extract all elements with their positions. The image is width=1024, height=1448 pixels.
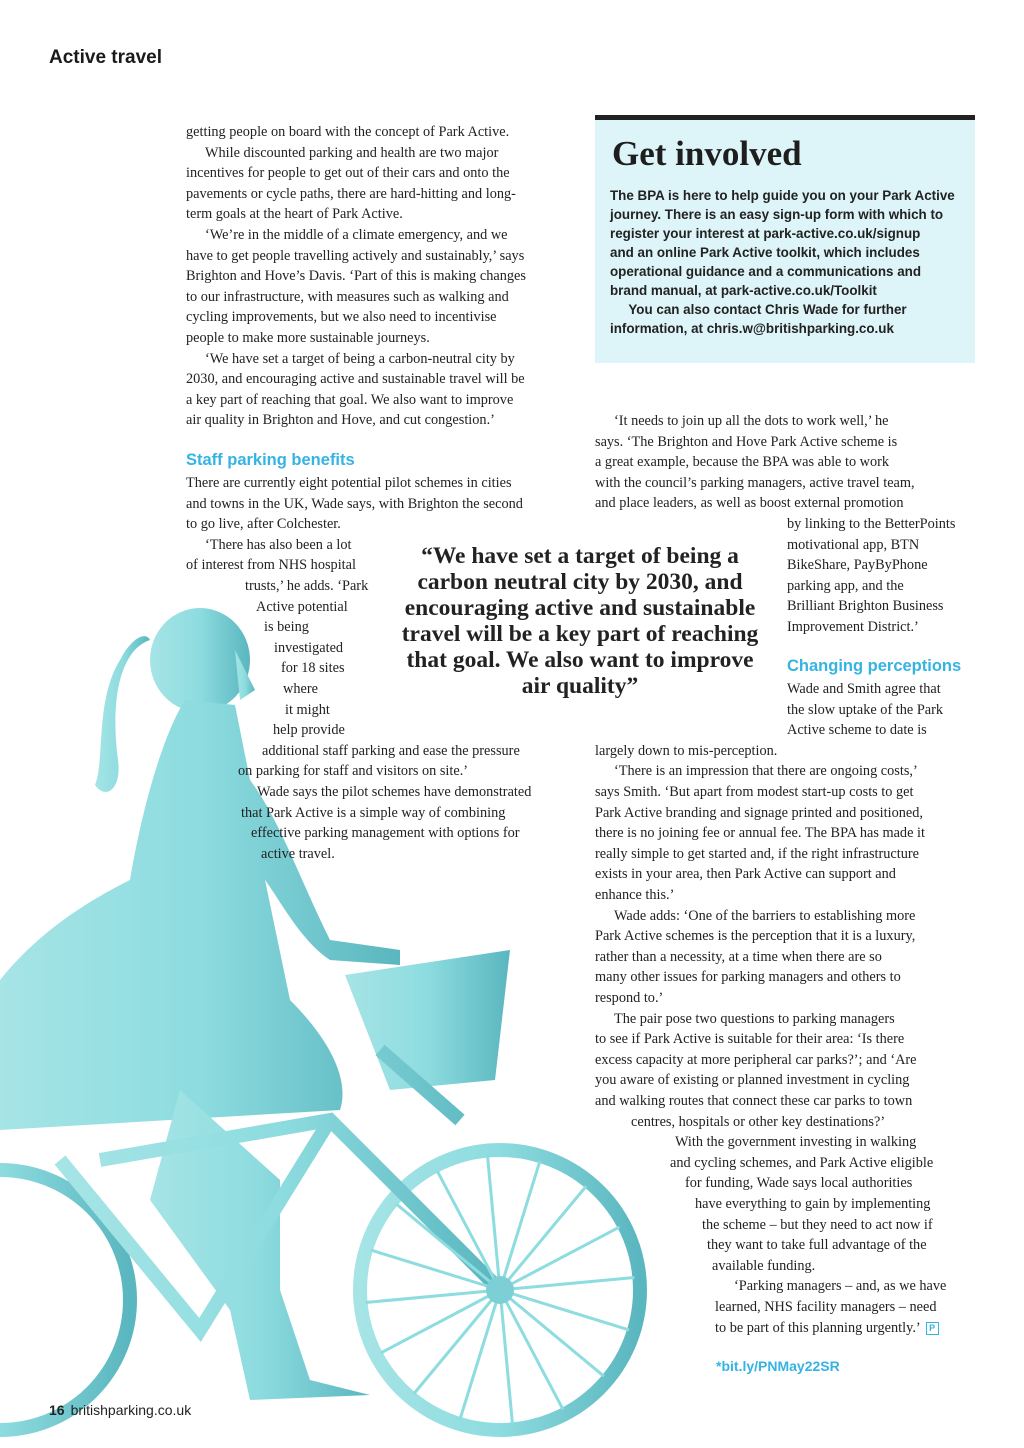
text-line: largely down to mis-perception. <box>595 742 778 759</box>
text-line: centres, hospitals or other key destinations?’ <box>631 1113 886 1130</box>
get-involved-line <box>610 264 921 279</box>
text-line: Wade and Smith agree that <box>787 681 941 697</box>
heading-changing-perceptions: Changing perceptions <box>787 657 962 675</box>
text-line: ‘Parking managers – and, as we have <box>734 1278 947 1295</box>
text-line: many other issues for parking managers and others to <box>595 969 901 986</box>
section-label: Active travel <box>49 47 163 68</box>
text-line: pavements or cycle paths, there are hard-hitting and long- <box>186 185 516 202</box>
text-line: that Park Active is a simple way of combining <box>241 804 506 821</box>
end-mark-icon: P <box>926 1322 939 1335</box>
text-line: it might <box>285 701 330 718</box>
text: brand manual, at <box>610 283 721 298</box>
get-involved-line <box>610 283 877 298</box>
text-line: There are currently eight potential pilot schemes in cities <box>186 475 512 491</box>
text-line: Wade adds: ‘One of the barriers to establishing more <box>614 907 916 924</box>
text-line: and place leaders, as well as boost external promotion <box>595 495 904 512</box>
get-involved-line <box>610 226 920 241</box>
text-line: there is no joining fee or annual fee. The BPA has made it <box>595 825 925 842</box>
text-line: enhance this.’ <box>595 887 675 903</box>
text-line: BikeShare, PayByPhone <box>787 557 928 574</box>
text: The BPA is here to help guide you on your Park Active <box>610 188 955 203</box>
text-line: Brilliant Brighton Business <box>787 598 944 615</box>
text-line: Improvement District.’ <box>787 619 919 635</box>
text-line: with the council’s parking managers, active travel team, <box>595 474 915 491</box>
text-line: active travel. <box>261 845 335 862</box>
text-line: getting people on board with the concept of Park Active. <box>186 124 510 140</box>
wheel-spoke <box>500 1186 586 1290</box>
text-line: rather than a necessity, at a time when there are so <box>595 948 882 965</box>
text-line: available funding. <box>712 1257 816 1274</box>
page-number: 16 <box>49 1402 65 1418</box>
text-line: excess capacity at more peripheral car parks?’; and ‘Are <box>595 1051 917 1068</box>
text-line: to our infrastructure, with measures such as walking and <box>186 288 509 305</box>
footer-site: britishparking.co.uk <box>70 1402 192 1418</box>
text-line: have to get people travelling actively and sustainably,’ says <box>186 247 525 264</box>
text-line: Park Active branding and signage printed and positioned, <box>595 804 923 821</box>
text-line: Active potential <box>256 598 348 615</box>
link-text[interactable]: park-active.co.uk/signup <box>763 226 921 241</box>
heading-staff-parking-benefits: Staff parking benefits <box>186 451 355 469</box>
text-line: where <box>283 681 318 697</box>
text-line: respond to.’ <box>595 990 664 1006</box>
source-link[interactable]: *bit.ly/PNMay22SR <box>716 1358 840 1374</box>
text-line: ‘We’re in the middle of a climate emergency, and we <box>205 227 508 243</box>
text-line: they want to take full advantage of the <box>707 1237 927 1254</box>
text-line: help provide <box>273 722 345 739</box>
text-line: motivational app, BTN <box>787 536 920 553</box>
text-line: you aware of existing or planned investment in cycling <box>595 1072 910 1089</box>
text-line: a key part of reaching that goal. We also want to improve <box>186 391 514 408</box>
text-line: have everything to gain by implementing <box>695 1196 931 1212</box>
text-line: and cycling schemes, and Park Active eligible <box>670 1154 934 1171</box>
text-line: says. ‘The Brighton and Hove Park Active scheme is <box>595 433 898 450</box>
link-text[interactable]: chris.w@britishparking.co.uk <box>706 321 894 336</box>
footer <box>49 1402 191 1418</box>
text-line: to see if Park Active is suitable for their area: ‘Is there <box>595 1031 905 1048</box>
text-line: 2030, and encouraging active and sustainable travel will be <box>186 371 525 388</box>
text-line: really simple to get started and, if the right infrastructure <box>595 845 919 862</box>
text-line: of interest from NHS hospital <box>186 557 356 574</box>
text-line: and towns in the UK, Wade says, with Brighton the second <box>186 495 523 512</box>
text: and an online Park Active toolkit, which includes <box>610 245 920 260</box>
get-involved-line <box>610 245 920 260</box>
text-line: The pair pose two questions to parking managers <box>614 1010 895 1027</box>
text-line: the slow uptake of the Park <box>787 701 944 718</box>
text-line: on parking for staff and visitors on site.’ <box>238 763 469 780</box>
wheel-spoke <box>414 1290 500 1394</box>
text: You can also contact Chris Wade for further <box>610 302 907 317</box>
text-line: the scheme – but they need to act now if <box>702 1216 933 1233</box>
text-line: ‘We have set a target of being a carbon-neutral city by <box>205 350 515 367</box>
text-line: parking app, and the <box>787 577 904 594</box>
text-line: Brighton and Hove’s Davis. ‘Part of this is making changes <box>186 268 526 285</box>
get-involved-title: Get involved <box>612 134 802 173</box>
text-line: for 18 sites <box>281 660 345 677</box>
text-line: learned, NHS facility managers – need <box>715 1299 937 1315</box>
text-line: Park Active schemes is the perception that it is a luxury, <box>595 928 916 945</box>
text-line: by linking to the BetterPoints <box>787 516 956 532</box>
text-line: effective parking management with options for <box>251 825 520 842</box>
text-line: incentives for people to get out of their cars and onto the <box>186 165 510 182</box>
text: operational guidance and a communications and <box>610 264 922 279</box>
get-involved-box <box>595 115 975 363</box>
text-line: to be part of this planning urgently.’ P <box>715 1318 939 1338</box>
text-line: Active scheme to date is <box>787 722 927 739</box>
wheel-spoke <box>500 1290 604 1376</box>
text-line: ‘It needs to join up all the dots to work well,’ he <box>614 413 889 429</box>
get-involved-line <box>610 207 943 222</box>
text-line: says Smith. ‘But apart from modest start-up costs to get <box>595 784 914 800</box>
text-line: to go live, after Colchester. <box>186 516 341 533</box>
wheel-spoke <box>396 1204 500 1290</box>
text-line: With the government investing in walking <box>675 1134 917 1151</box>
text-line: term goals at the heart of Park Active. <box>186 206 403 223</box>
link-text[interactable]: park-active.co.uk/Toolkit <box>720 283 877 298</box>
get-involved-line <box>610 302 907 317</box>
text-line: additional staff parking and ease the pressure <box>262 742 520 759</box>
text-line: ‘There has also been a lot <box>205 536 352 553</box>
text-line: is being <box>264 619 309 636</box>
text-line: people to make more sustainable journeys. <box>186 330 430 346</box>
text-line: a great example, because the BPA was able to work <box>595 454 890 471</box>
text: register your interest at <box>610 226 764 241</box>
get-involved-line <box>610 321 894 336</box>
text-line: cycling improvements, but we also need to incentivise <box>186 309 497 326</box>
text-line: air quality in Brighton and Hove, and cut congestion.’ <box>186 412 495 429</box>
text: journey. There is an easy sign-up form with which to <box>610 207 944 222</box>
text-line: investigated <box>274 639 344 656</box>
text-line: exists in your area, then Park Active can support and <box>595 866 896 883</box>
text-line: Wade says the pilot schemes have demonstrated <box>257 784 532 800</box>
text-line: While discounted parking and health are two major <box>205 144 499 161</box>
get-involved-line <box>610 188 955 203</box>
text-line: and walking routes that connect these car parks to town <box>595 1093 913 1109</box>
text-line: trusts,’ he adds. ‘Park <box>245 578 369 594</box>
pull-quote: “We have set a target of being a carbon neutral city by 2030, and encouraging active and sustainable travel will be a key part of reaching that goal. We also want to improve air quality” <box>401 543 759 699</box>
text-line: for funding, Wade says local authorities <box>685 1175 913 1192</box>
text: information, at <box>610 321 707 336</box>
text-line: ‘There is an impression that there are ongoing costs,’ <box>614 763 918 780</box>
